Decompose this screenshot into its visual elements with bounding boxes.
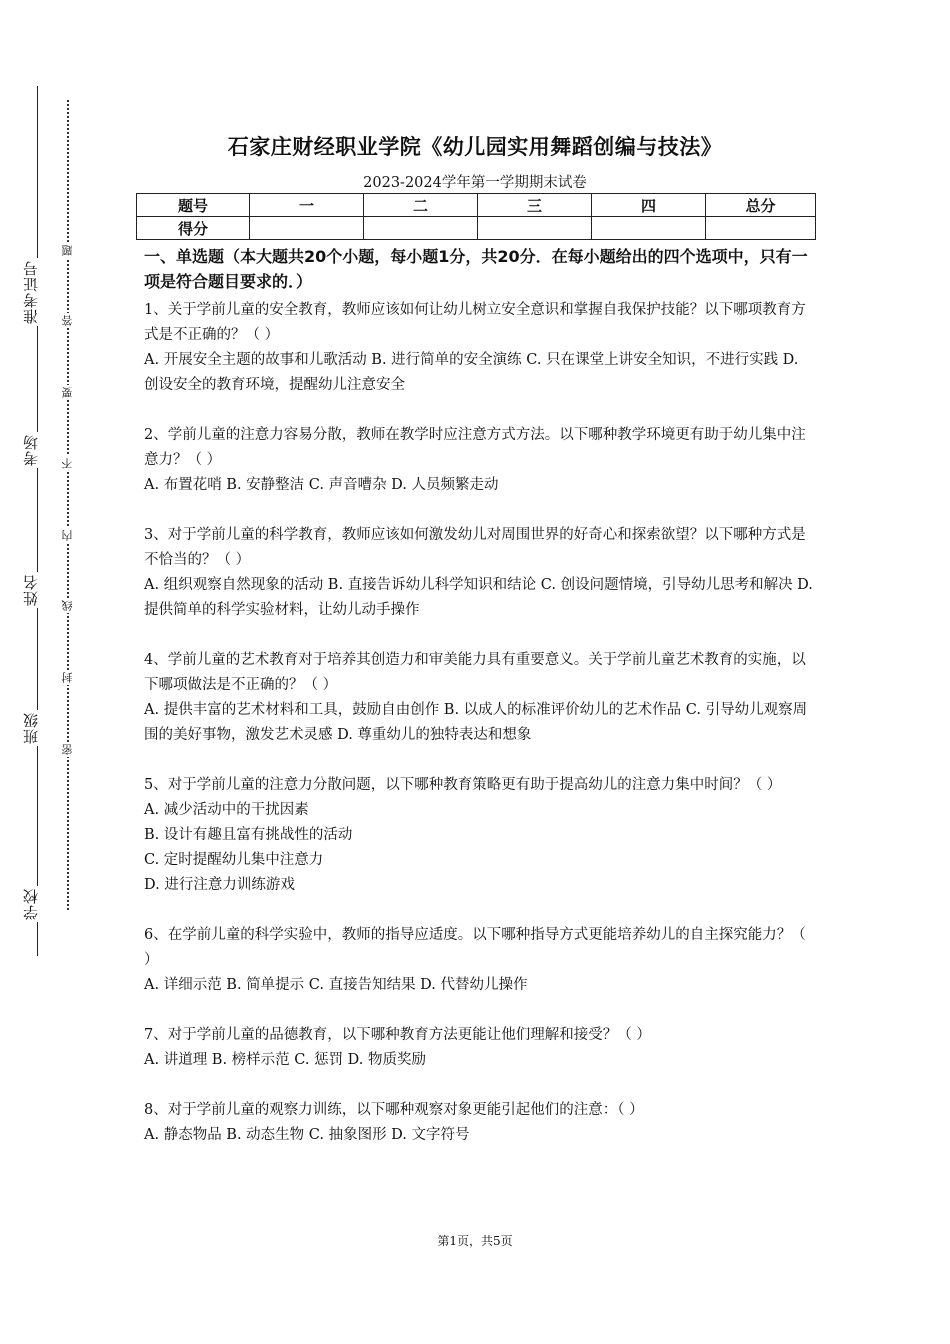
score-cell: 总分 — [706, 194, 816, 217]
question-option-b: B. 设计有趣且富有挑战性的活动 — [144, 827, 353, 843]
school-label: 学校 — [22, 888, 40, 920]
score-table-score-row — [137, 217, 816, 240]
question-options: A. 讲道理 B. 榜样示范 C. 惩罚 D. 物质奖励 — [144, 1052, 427, 1068]
section-heading: 一、单选题（本大题共20个小题，每小题1分，共20分．在每小题给出的四个选项中，只有一项是符合题目要求的．） — [144, 247, 808, 291]
question-options: A. 静态物品 B. 动态生物 C. 抽象图形 D. 文字符号 — [144, 1127, 470, 1143]
score-input-cell[interactable] — [250, 217, 364, 240]
question-1 — [144, 298, 814, 398]
page-footer: 第1页，共5页 — [437, 1234, 513, 1248]
score-cell: 一 — [250, 194, 364, 217]
seal-char: 要 — [61, 387, 74, 398]
exam-subtitle: 2023-2024学年第一学期期末试卷 — [363, 175, 587, 191]
score-table-header-row — [137, 194, 816, 217]
seal-char: 内 — [61, 530, 74, 541]
question-2 — [144, 423, 814, 498]
question-options: A. 布置花哨 B. 安静整洁 C. 声音嘈杂 D. 人员频繁走动 — [144, 477, 499, 493]
score-cell: 三 — [478, 194, 592, 217]
question-stem: 4、学前儿童的艺术教育对于培养其创造力和审美能力具有重要意义。关于学前儿童艺术教育的实施，以下哪项做法是不正确的？（ ） — [144, 652, 806, 693]
score-table — [136, 193, 816, 240]
name-label: 姓名 — [22, 574, 40, 606]
question-options: A. 开展安全主题的故事和儿歌活动 B. 进行简单的安全演练 C. 只在课堂上讲安全知识，不进行实践 D. 创设安全的教育环境，提醒幼儿注意安全 — [144, 352, 799, 393]
seal-char: 线 — [61, 600, 74, 611]
question-8 — [144, 1098, 814, 1148]
score-cell: 题号 — [137, 194, 250, 217]
question-stem: 5、对于学前儿童的注意力分散问题，以下哪种教育策略更有助于提高幼儿的注意力集中时间？（ ） — [144, 777, 782, 793]
seal-char: 题 — [61, 245, 74, 256]
question-stem: 3、对于学前儿童的科学教育，教师应该如何激发幼儿对周围世界的好奇心和探索欲望？以下哪种方式是不恰当的？（ ） — [144, 527, 806, 568]
score-cell: 得分 — [137, 217, 250, 240]
exam-title: 石家庄财经职业学院《幼儿园实用舞蹈创编与技法》 — [227, 135, 723, 159]
question-5 — [144, 773, 814, 898]
seal-char: 密 — [61, 744, 74, 755]
question-stem: 2、学前儿童的注意力容易分散，教师在教学时应注意方式方法。以下哪种教学环境更有助于幼儿集中注意力？（ ） — [144, 427, 806, 468]
question-stem: 8、对于学前儿童的观察力训练，以下哪种观察对象更能引起他们的注意：（ ） — [144, 1102, 644, 1118]
seal-dotted-line — [67, 100, 69, 910]
binding-line — [37, 86, 38, 956]
score-input-cell[interactable] — [364, 217, 478, 240]
exam-room-label: 考场 — [22, 434, 40, 466]
seal-char: 答 — [61, 315, 74, 326]
question-3 — [144, 523, 814, 623]
question-7 — [144, 1023, 814, 1073]
exam-number-label: 准考证号 — [22, 260, 40, 324]
seal-char: 封 — [61, 672, 74, 683]
question-options: A. 详细示范 B. 简单提示 C. 直接告知结果 D. 代替幼儿操作 — [144, 977, 528, 993]
question-stem: 1、关于学前儿童的安全教育，教师应该如何让幼儿树立安全意识和掌握自我保护技能？以下哪项教育方式是不正确的？（ ） — [144, 302, 806, 343]
question-option-d: D. 进行注意力训练游戏 — [144, 877, 295, 893]
question-4 — [144, 648, 814, 748]
score-input-cell[interactable] — [592, 217, 706, 240]
class-label: 班级 — [22, 712, 40, 744]
question-option-c: C. 定时提醒幼儿集中注意力 — [144, 852, 324, 868]
score-cell: 四 — [592, 194, 706, 217]
exam-content — [144, 244, 814, 1173]
question-stem: 6、在学前儿童的科学实验中，教师的指导应适度。以下哪种指导方式更能培养幼儿的自主探究能力？（ ） — [144, 927, 806, 968]
score-input-cell[interactable] — [478, 217, 592, 240]
question-option-a: A. 减少活动中的干扰因素 — [144, 802, 309, 818]
question-options: A. 提供丰富的艺术材料和工具，鼓励自由创作 B. 以成人的标准评价幼儿的艺术作品 C. 引导幼儿观察周围的美好事物，激发艺术灵感 D. 尊重幼儿的独特表达和想象 — [144, 702, 808, 743]
score-cell: 二 — [364, 194, 478, 217]
question-stem: 7、对于学前儿童的品德教育，以下哪种教育方法更能让他们理解和接受？（ ） — [144, 1027, 651, 1043]
question-6 — [144, 923, 814, 998]
seal-char: 不 — [61, 458, 74, 469]
question-options: A. 组织观察自然现象的活动 B. 直接告诉幼儿科学知识和结论 C. 创设问题情境，引导幼儿思考和解决 D. 提供简单的科学实验材料，让幼儿动手操作 — [144, 577, 813, 618]
score-input-cell[interactable] — [706, 217, 816, 240]
